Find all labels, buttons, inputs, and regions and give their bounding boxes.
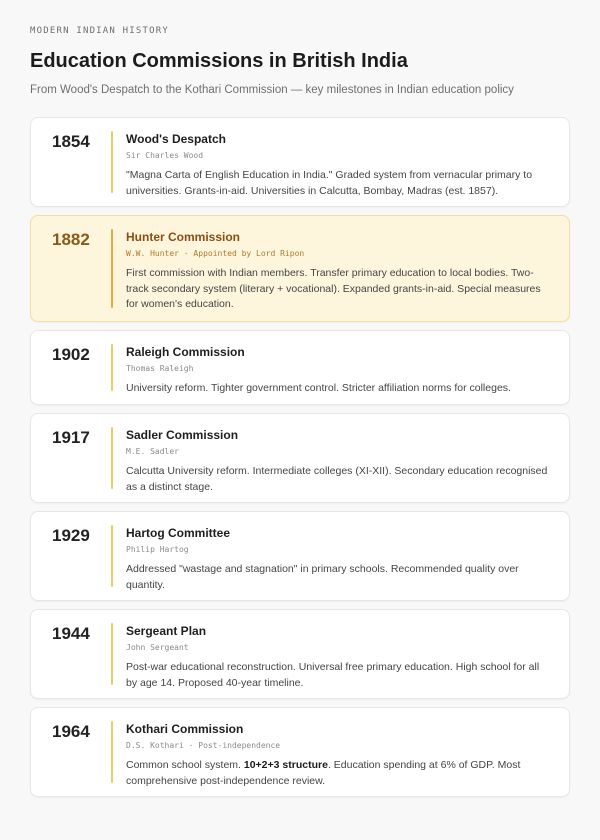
milestone-year: 1882 xyxy=(52,230,90,249)
milestone-card-1902 xyxy=(30,330,570,405)
description-text: Common school system. xyxy=(126,759,244,771)
milestone-content xyxy=(126,428,551,495)
milestone-year: 1917 xyxy=(52,428,90,447)
milestone-card-1964 xyxy=(30,707,570,797)
milestone-card-1917 xyxy=(30,413,570,503)
milestone-person: M.E. Sadler xyxy=(126,447,179,456)
milestone-year: 1944 xyxy=(52,624,90,643)
milestone-name: Kothari Commission xyxy=(126,722,244,736)
milestone-name: Hartog Committee xyxy=(126,526,231,540)
timeline-accent-bar xyxy=(111,623,113,685)
milestone-card-1854 xyxy=(30,117,570,207)
milestone-year: 1964 xyxy=(52,722,90,741)
milestone-person: Thomas Raleigh xyxy=(126,364,194,373)
milestone-description: Post-war educational reconstruction. Universal free primary education. High school for all by age 14. Proposed 40-year timeline. xyxy=(126,661,540,689)
milestone-person: Philip Hartog xyxy=(126,545,189,554)
milestone-card-1882 xyxy=(30,215,570,322)
milestone-content xyxy=(126,722,551,789)
timeline-accent-bar xyxy=(111,229,113,308)
milestone-description: First commission with Indian members. Transfer primary education to local bodies. Two-track secondary system (literary + vocational). Expanded grants-in-aid. Special measures for women's education. xyxy=(126,267,541,310)
milestone-description: University reform. Tighter government control. Stricter affiliation norms for colleges. xyxy=(126,382,511,394)
milestone-year: 1929 xyxy=(52,526,90,545)
structure-highlight: 10+2+3 structure xyxy=(243,759,328,771)
milestone-description: "Magna Carta of English Education in India." Graded system from vernacular primary to universities. Grants-in-aid. Universities in Calcutta, Bombay, Madras (est. 1857). xyxy=(126,169,533,197)
timeline-accent-bar xyxy=(111,427,113,489)
milestone-person: W.W. Hunter · Appointed by Lord Ripon xyxy=(126,249,305,258)
milestone-name: Wood's Despatch xyxy=(126,132,226,146)
milestone-name: Sergeant Plan xyxy=(126,624,207,638)
milestone-person: D.S. Kothari · Post-independence xyxy=(126,741,281,750)
milestone-description xyxy=(126,758,551,789)
milestone-year: 1902 xyxy=(52,345,90,364)
timeline-accent-bar xyxy=(111,721,113,783)
milestone-description: Addressed "wastage and stagnation" in primary schools. Recommended quality over quantity. xyxy=(126,563,519,591)
timeline-accent-bar xyxy=(111,525,113,587)
milestone-person: John Sergeant xyxy=(126,643,189,652)
milestone-content xyxy=(126,345,551,397)
milestone-content xyxy=(126,526,551,593)
milestone-card-1929 xyxy=(30,511,570,601)
milestone-card-1944 xyxy=(30,609,570,699)
timeline-accent-bar xyxy=(111,344,113,391)
milestone-content xyxy=(126,230,551,313)
page-title: Education Commissions in British India xyxy=(30,50,408,72)
timeline-accent-bar xyxy=(111,131,113,193)
description-text: . Education spending at 6% of GDP. Most comprehensive post-independence review. xyxy=(126,759,521,787)
milestone-content xyxy=(126,624,551,691)
page-subtitle: From Wood's Despatch to the Kothari Commission — key milestones in Indian education policy xyxy=(30,84,514,96)
milestone-year: 1854 xyxy=(52,132,90,151)
milestone-content xyxy=(126,132,551,199)
milestone-description: Calcutta University reform. Intermediate colleges (XI-XII). Secondary education recognised as a distinct stage. xyxy=(126,465,548,493)
milestone-name: Raleigh Commission xyxy=(126,345,245,359)
milestone-name: Sadler Commission xyxy=(126,428,239,442)
milestone-name: Hunter Commission xyxy=(126,230,241,244)
eyebrow-label: MODERN INDIAN HISTORY xyxy=(30,26,169,36)
milestone-person: Sir Charles Wood xyxy=(126,151,204,160)
